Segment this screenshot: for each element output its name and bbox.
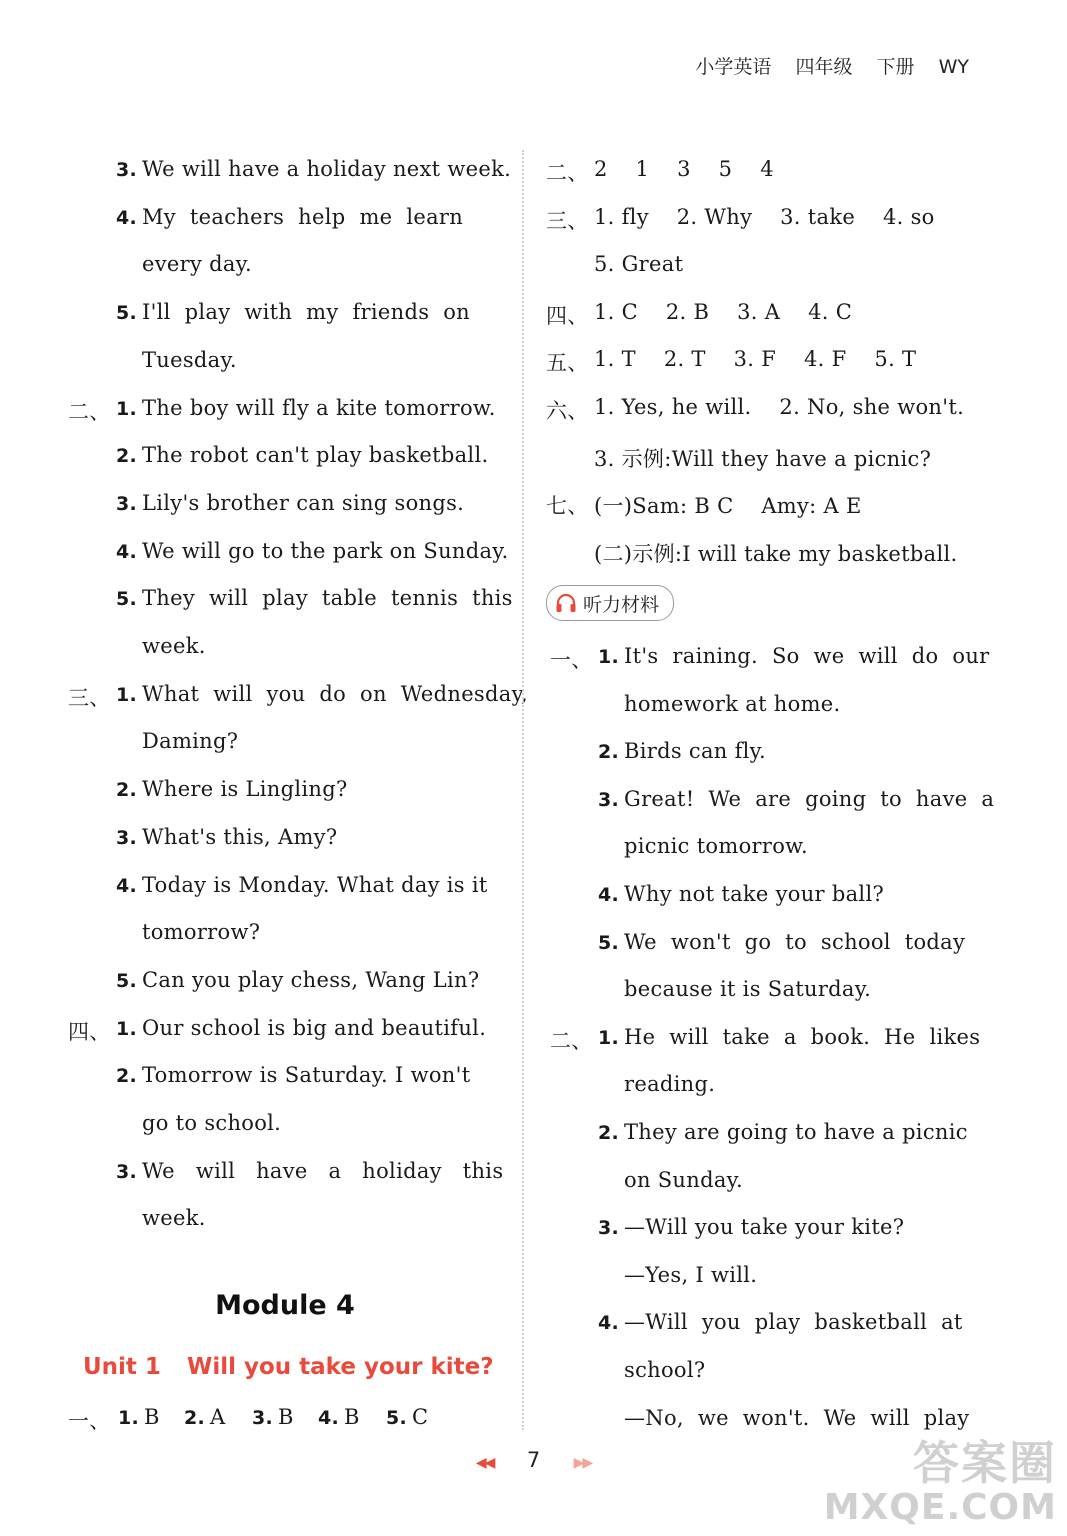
- next-arrows-icon: ▶▶: [573, 1455, 592, 1471]
- answer-text: We will have a holiday next week.: [142, 157, 512, 181]
- section-marker: 六、: [546, 399, 589, 423]
- answer-text: We will have a holiday this: [142, 1158, 504, 1183]
- section-marker: 四、: [68, 1019, 111, 1044]
- answer-text: Lily's brother can sing songs.: [142, 490, 465, 515]
- answer-choice: B: [344, 1405, 360, 1429]
- section-marker: 七、: [546, 494, 589, 519]
- prev-arrows-icon: ◀◀: [475, 1455, 494, 1471]
- column-divider: [522, 150, 524, 1430]
- item-number: 1.: [598, 646, 620, 668]
- answer-text: —Will you play basketball at: [624, 1310, 963, 1335]
- answer-choice: C: [412, 1405, 429, 1429]
- item-number: 2.: [598, 1122, 620, 1144]
- item-number: 2.: [116, 1065, 138, 1088]
- section-marker: 三、: [68, 685, 111, 710]
- section-marker: 二、: [68, 399, 111, 424]
- answer-text: The robot can't play basketball.: [142, 443, 489, 468]
- answer-text: every day.: [142, 252, 253, 277]
- header-edition: WY: [938, 56, 969, 78]
- item-number: 4.: [116, 206, 138, 229]
- answer-text: reading.: [624, 1072, 716, 1097]
- item-number: 5.: [116, 588, 138, 611]
- item-number: 2.: [116, 779, 138, 802]
- answer-text: They are going to have a picnic: [624, 1120, 968, 1144]
- answer-text: Today is Monday. What day is it: [142, 872, 488, 897]
- answer-text: 3. 示例:Will they have a picnic?: [594, 446, 932, 471]
- item-number: 4.: [318, 1407, 340, 1429]
- item-number: 2.: [116, 445, 138, 468]
- answer-text: My teachers help me learn: [142, 204, 464, 229]
- section-marker: 一、: [68, 1409, 111, 1433]
- item-number: 3.: [116, 1160, 138, 1183]
- answer-text: 5. Great: [594, 252, 684, 277]
- answer-text: because it is Saturday.: [624, 977, 872, 1002]
- section-marker: 四、: [546, 303, 589, 328]
- answer-text: We will go to the park on Sunday.: [142, 538, 509, 563]
- answer-text: go to school.: [142, 1111, 282, 1135]
- item-number: 5.: [116, 302, 138, 325]
- section-marker: 五、: [546, 351, 589, 376]
- answer-text: school?: [624, 1358, 706, 1382]
- section-marker: 二、: [546, 161, 589, 185]
- answer-text: Where is Lingling?: [142, 777, 348, 802]
- answer-text: picnic tomorrow.: [624, 834, 808, 859]
- item-number: 1.: [116, 1017, 138, 1040]
- answer-choice: B: [144, 1405, 160, 1429]
- item-number: 1.: [116, 397, 138, 420]
- watermark: [823, 1435, 1057, 1529]
- item-number: 4.: [598, 1312, 620, 1335]
- answer-text: homework at home.: [624, 691, 841, 716]
- item-number: 3.: [598, 788, 620, 811]
- item-number: 3.: [252, 1407, 274, 1429]
- answer-text: He will take a book. He likes: [624, 1024, 981, 1049]
- header-subject: 小学英语: [695, 56, 772, 78]
- answer-choice: A: [210, 1405, 226, 1429]
- answer-text: week.: [142, 634, 206, 658]
- answer-choice: B: [278, 1405, 294, 1429]
- answer-text: What's this, Amy?: [142, 824, 338, 849]
- answer-text: —Yes, I will.: [624, 1262, 758, 1287]
- header-grade: 四年级: [795, 56, 853, 78]
- answer-text: (一)Sam: B C Amy: A E: [594, 494, 862, 519]
- item-number: 4.: [598, 884, 620, 906]
- answer-text: Birds can fly.: [624, 739, 767, 764]
- answer-text: Daming?: [142, 729, 239, 754]
- answer-text: 1. Yes, he will. 2. No, she won't.: [594, 395, 965, 419]
- answer-text: 1. T 2. T 3. F 4. F 5. T: [594, 347, 917, 372]
- header-volume: 下册: [876, 56, 915, 78]
- item-number: 3.: [598, 1217, 620, 1240]
- item-number: 1.: [116, 683, 138, 706]
- answer-text: Why not take your ball?: [624, 882, 885, 906]
- answer-text: —No, we won't. We will play: [624, 1405, 970, 1430]
- item-number: 4.: [116, 540, 138, 563]
- item-number: 1.: [118, 1407, 140, 1429]
- item-number: 1.: [598, 1026, 620, 1049]
- item-number: 5.: [598, 931, 620, 954]
- answer-text: What will you do on Wednesday,: [142, 681, 528, 706]
- page-number: 7: [526, 1448, 541, 1472]
- answer-text: tomorrow?: [142, 920, 261, 945]
- answer-text: Tuesday.: [142, 347, 237, 372]
- answer-text: I'll play with my friends on: [142, 300, 470, 325]
- module-title: Module 4: [215, 1290, 355, 1321]
- section-marker: 一、: [550, 648, 593, 672]
- item-number: 4.: [116, 874, 138, 897]
- answer-text: on Sunday.: [624, 1167, 743, 1192]
- answer-text: We won't go to school today: [624, 929, 966, 954]
- answer-text: —Will you take your kite?: [624, 1215, 905, 1240]
- section-marker: 三、: [546, 208, 589, 233]
- unit-heading: [83, 1354, 494, 1380]
- answer-text: Can you play chess, Wang Lin?: [142, 967, 480, 992]
- watermark-line2: MXQE.COM: [823, 1487, 1057, 1529]
- item-number: 3.: [116, 492, 138, 515]
- section-marker: 二、: [550, 1028, 593, 1053]
- answer-text: Our school is big and beautiful.: [142, 1015, 487, 1040]
- answer-text: Great! We are going to have a: [624, 786, 995, 811]
- item-number: 5.: [386, 1407, 408, 1429]
- item-number: 3.: [116, 826, 138, 849]
- answer-text: week.: [142, 1206, 206, 1231]
- unit-title: Will you take your kite?: [186, 1354, 494, 1380]
- answer-text: 2 1 3 5 4: [594, 157, 774, 181]
- answer-text: It's raining. So we will do our: [624, 644, 990, 668]
- listening-tag-label: 听力材料: [583, 593, 660, 616]
- item-number: 5.: [116, 969, 138, 992]
- item-number: 3.: [116, 159, 138, 181]
- answer-text: (二)示例:I will take my basketball.: [594, 541, 958, 566]
- answer-text: They will play table tennis this: [142, 586, 513, 611]
- answer-text: The boy will fly a kite tomorrow.: [142, 395, 496, 420]
- item-number: 2.: [184, 1407, 206, 1429]
- item-number: 2.: [598, 741, 620, 764]
- unit-label: Unit 1: [83, 1354, 161, 1380]
- page-header: [677, 52, 969, 79]
- answer-text: 1. fly 2. Why 3. take 4. so: [594, 204, 935, 229]
- headphones-icon: [555, 593, 577, 613]
- answer-text: 1. C 2. B 3. A 4. C: [594, 299, 853, 324]
- watermark-line1: 答案圈: [913, 1435, 1057, 1490]
- answer-text: Tomorrow is Saturday. I won't: [142, 1063, 471, 1088]
- listening-material-tag: [546, 585, 674, 621]
